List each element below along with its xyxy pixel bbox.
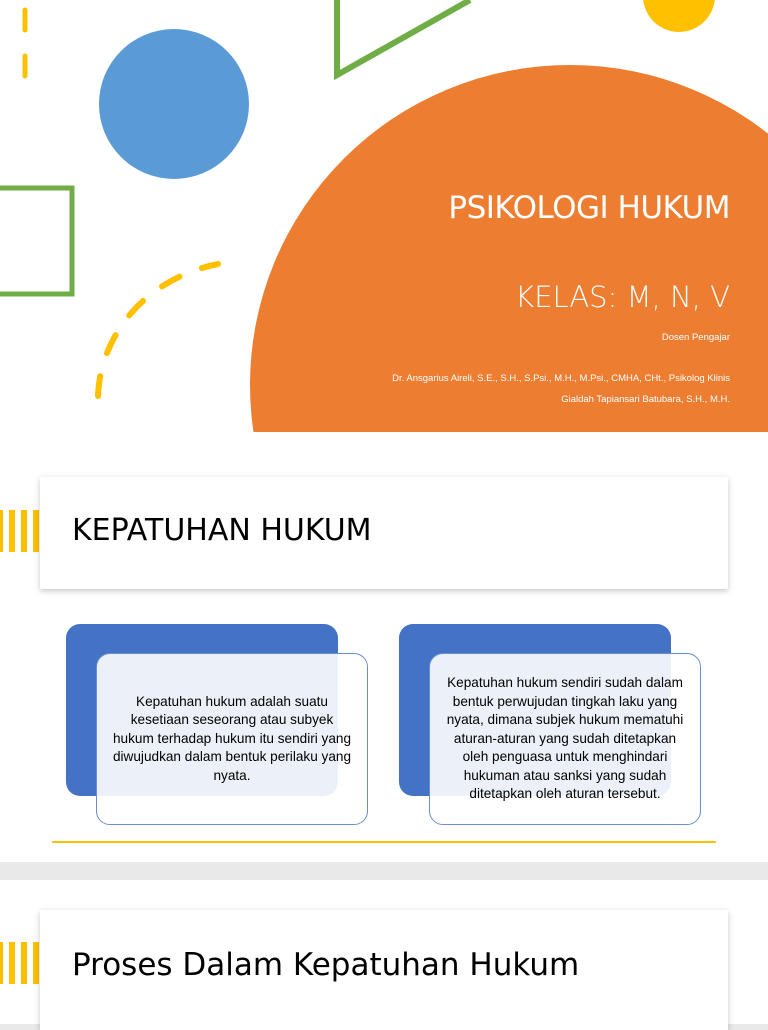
heading-card — [40, 477, 728, 589]
content-slide-proses — [0, 880, 768, 1024]
class-label: KELAS: M, N, V — [515, 280, 730, 314]
definition-box-1 — [96, 653, 368, 825]
dashed-arc-decoration — [98, 264, 218, 396]
green-triangle-decoration — [337, 0, 470, 75]
blue-circle-decoration — [99, 29, 249, 179]
yellow-circle-decoration — [643, 0, 715, 32]
title-slide — [0, 0, 768, 432]
divider-line — [52, 841, 716, 843]
green-square-decoration — [0, 188, 72, 294]
lecturer-name-1: Dr. Ansgarius Aireli, S.E., S.H., S.Psi., M.H., M.Psi., CMHA, CHt., Psikolog Klinis — [392, 373, 730, 384]
presentation-title: PSIKOLOGI HUKUM — [448, 190, 730, 226]
lecturer-name-2: Gialdah Tapiansari Batubara, S.H., M.H. — [561, 394, 730, 405]
content-slide-kepatuhan — [0, 432, 768, 862]
slide-heading: KEPATUHAN HUKUM — [72, 513, 372, 548]
slide-heading-2: Proses Dalam Kepatuhan Hukum — [72, 947, 580, 983]
heading-card-2 — [40, 910, 728, 1030]
definition-text-2: Kepatuhan hukum sendiri sudah dalam bentuk perwujudan tingkah laku yang nyata, dimana subjek hukum mematuhi aturan-aturan yang sudah ditetapkan oleh penguasa untuk menghindari hukuman atau sanksi yang sudah ditetapkan oleh aturan tersebut. — [446, 674, 684, 802]
definition-text-1: Kepatuhan hukum adalah suatu kesetiaan seseorang atau subyek hukum terhadap hukum itu sendiri yang diwujudkan dalam bentuk perilaku yang nyata. — [112, 693, 352, 783]
lecturer-heading: Dosen Pengajar — [661, 332, 730, 343]
definition-box-2 — [429, 653, 701, 825]
